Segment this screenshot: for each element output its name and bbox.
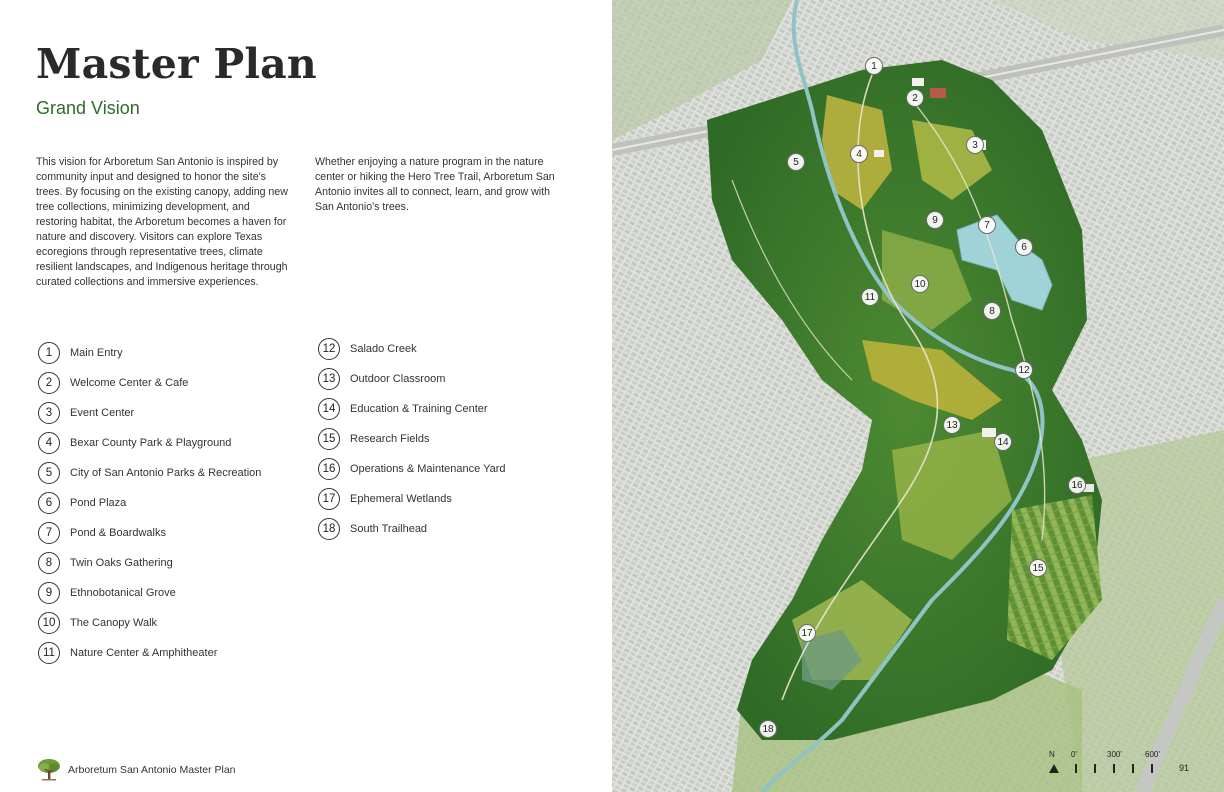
tree-logo-icon — [36, 758, 62, 782]
aerial-plan-graphic — [612, 0, 1224, 792]
map-marker-7: 7 — [978, 216, 996, 234]
legend-item — [38, 338, 261, 368]
legend-label: City of San Antonio Parks & Recreation — [70, 467, 262, 479]
scale-bar — [1049, 750, 1189, 776]
legend-number: 4 — [38, 432, 60, 454]
intro-paragraph: This vision for Arboretum San Antonio is inspired by community input and designed to honor the site's trees. By focusing on the existing canopy, adding new tree collections, minimizing development, and restoring habitat, the Arboretum becomes a haven for nature and discovery. Visitors can explore Texas ecoregions through representative trees, climate resilient landscapes, and Indigenous heritage through curated collections and immersive experiences. — [36, 156, 288, 288]
map-marker-13: 13 — [943, 416, 961, 434]
legend-label: Education & Training Center — [350, 403, 488, 415]
page-title: Master Plan — [36, 40, 317, 88]
map-marker-3: 3 — [966, 136, 984, 154]
legend-item — [38, 428, 261, 458]
legend-item — [38, 488, 261, 518]
legend-label: Ephemeral Wetlands — [350, 493, 452, 505]
legend-item — [38, 578, 261, 608]
legend-number: 3 — [38, 402, 60, 424]
legend-item — [318, 334, 506, 364]
legend-label: Twin Oaks Gathering — [70, 557, 173, 569]
map-marker-14: 14 — [994, 433, 1012, 451]
legend-item — [38, 398, 261, 428]
legend-column-1 — [38, 338, 261, 668]
legend-label: Outdoor Classroom — [350, 373, 446, 385]
legend-item — [38, 548, 261, 578]
legend-label: The Canopy Walk — [70, 617, 158, 629]
legend-item — [318, 484, 506, 514]
legend-label: Ethnobotanical Grove — [70, 587, 176, 599]
legend-item — [38, 518, 261, 548]
scale-tick — [1075, 764, 1077, 773]
footer — [36, 758, 236, 782]
legend-number: 16 — [318, 458, 340, 480]
legend-label: Bexar County Park & Playground — [70, 437, 232, 449]
legend-item — [38, 458, 261, 488]
scale-label-300: 300' — [1107, 750, 1122, 759]
map-marker-1: 1 — [865, 57, 883, 75]
legend-item — [318, 424, 506, 454]
north-arrow-icon — [1049, 764, 1059, 773]
legend-column-2 — [318, 334, 506, 544]
legend-number: 11 — [38, 642, 60, 664]
legend-item — [38, 638, 261, 668]
page-number: 91 — [1179, 763, 1190, 773]
map-marker-17: 17 — [798, 624, 816, 642]
footer-text: Arboretum San Antonio Master Plan — [68, 764, 236, 776]
legend-number: 2 — [38, 372, 60, 394]
legend-item — [318, 454, 506, 484]
second-paragraph: Whether enjoying a nature program in the nature center or hiking the Hero Tree Trail, Arboretum San Antonio invites all to connect, learn, and grow with San Antonio's trees. — [315, 156, 555, 213]
legend-number: 18 — [318, 518, 340, 540]
scale-tick — [1132, 764, 1134, 773]
legend-label: South Trailhead — [350, 523, 428, 535]
scale-label-600: 600' — [1145, 750, 1160, 759]
legend-label: Operations & Maintenance Yard — [350, 463, 506, 475]
legend-number: 15 — [318, 428, 340, 450]
legend-label: Pond Plaza — [70, 497, 127, 509]
legend-label: Salado Creek — [350, 343, 417, 355]
legend-number: 1 — [38, 342, 60, 364]
map-marker-15: 15 — [1029, 559, 1047, 577]
legend-label: Welcome Center & Cafe — [70, 377, 189, 389]
map-marker-12: 12 — [1015, 361, 1033, 379]
legend-number: 6 — [38, 492, 60, 514]
scale-tick — [1094, 764, 1096, 773]
map-marker-6: 6 — [1015, 238, 1033, 256]
map-marker-8: 8 — [983, 302, 1001, 320]
map-marker-5: 5 — [787, 153, 805, 171]
legend-number: 7 — [38, 522, 60, 544]
legend-number: 8 — [38, 552, 60, 574]
legend-item — [318, 514, 506, 544]
map-marker-11: 11 — [861, 288, 879, 306]
map-marker-18: 18 — [759, 720, 777, 738]
legend-item — [38, 368, 261, 398]
page-subtitle: Grand Vision — [36, 98, 140, 118]
scale-tick — [1151, 764, 1153, 773]
north-label: N — [1049, 750, 1055, 759]
legend-item — [38, 608, 261, 638]
legend-number: 9 — [38, 582, 60, 604]
legend-number: 12 — [318, 338, 340, 360]
legend-number: 5 — [38, 462, 60, 484]
legend-label: Research Fields — [350, 433, 430, 445]
legend-label: Main Entry — [70, 347, 123, 359]
legend-number: 13 — [318, 368, 340, 390]
map-marker-9: 9 — [926, 211, 944, 229]
map-marker-2: 2 — [906, 89, 924, 107]
legend-number: 14 — [318, 398, 340, 420]
legend-item — [318, 394, 506, 424]
map-marker-16: 16 — [1068, 476, 1086, 494]
legend-label: Nature Center & Amphitheater — [70, 647, 218, 659]
scale-tick — [1113, 764, 1115, 773]
legend-number: 17 — [318, 488, 340, 510]
map-marker-4: 4 — [850, 145, 868, 163]
legend-item — [318, 364, 506, 394]
legend-number: 10 — [38, 612, 60, 634]
site-plan-map — [612, 0, 1224, 792]
legend-label: Pond & Boardwalks — [70, 527, 166, 539]
legend-label: Event Center — [70, 407, 135, 419]
scale-label-0: 0' — [1071, 750, 1077, 759]
map-marker-10: 10 — [911, 275, 929, 293]
